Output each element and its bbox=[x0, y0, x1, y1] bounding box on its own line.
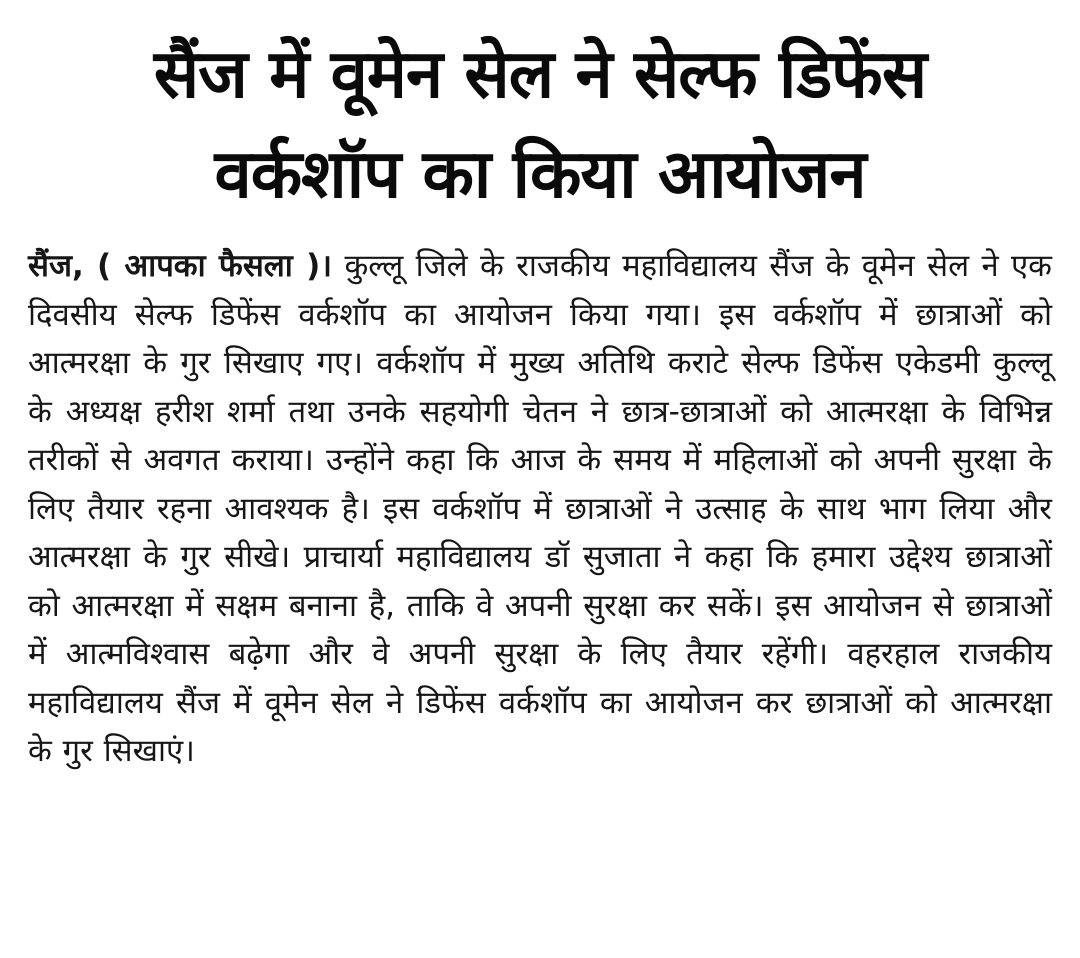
article-body bbox=[28, 242, 1052, 776]
headline-line-1: सैंज में वूमेन सेल ने सेल्फ डिफेंस bbox=[153, 35, 927, 113]
dateline: सैंज, ( आपका फैसला )। bbox=[28, 248, 333, 284]
headline bbox=[28, 0, 1052, 224]
article-text: कुल्लू जिले के राजकीय महाविद्यालय सैंज के वूमेन सेल ने एक दिवसीय सेल्फ डिफेंस वर्कशॉप का आयोजन किया गया। इस वर्कशॉप में छात्राओं को आत्मरक्षा के गुर सिखाए गए। वर्कशॉप में मुख्य अतिथि कराटे सेल्फ डिफेंस एकेडमी कुल्लू के अध्यक्ष हरीश शर्मा तथा उनके सहयोगी चेतन ने छात्र-छात्राओं को आत्मरक्षा के विभिन्न तरीकों से अवगत कराया। उन्होंने कहा कि आज के समय में महिलाओं को अपनी सुरक्षा के लिए तैयार रहना आवश्यक है। इस वर्कशॉप में छात्राओं ने उत्साह के साथ भाग लिया और आत्मरक्षा के गुर सीखे। प्राचार्या महाविद्यालय डॉ सुजाता ने कहा कि हमारा उद्देश्य छात्राओं को आत्मरक्षा में सक्षम बनाना है, ताकि वे अपनी सुरक्षा कर सकें। इस आयोजन से छात्राओं में आत्मविश्वास बढ़ेगा और वे अपनी सुरक्षा के लिए तैयार रहेंगी। वहरहाल राजकीय महाविद्यालय सैंज में वूमेन सेल ने डिफेंस वर्कशॉप का आयोजन कर छात्राओं को आत्मरक्षा के गुर सिखाएं। bbox=[28, 248, 1052, 769]
headline-line-2: वर्कशॉप का किया आयोजन bbox=[214, 135, 866, 213]
